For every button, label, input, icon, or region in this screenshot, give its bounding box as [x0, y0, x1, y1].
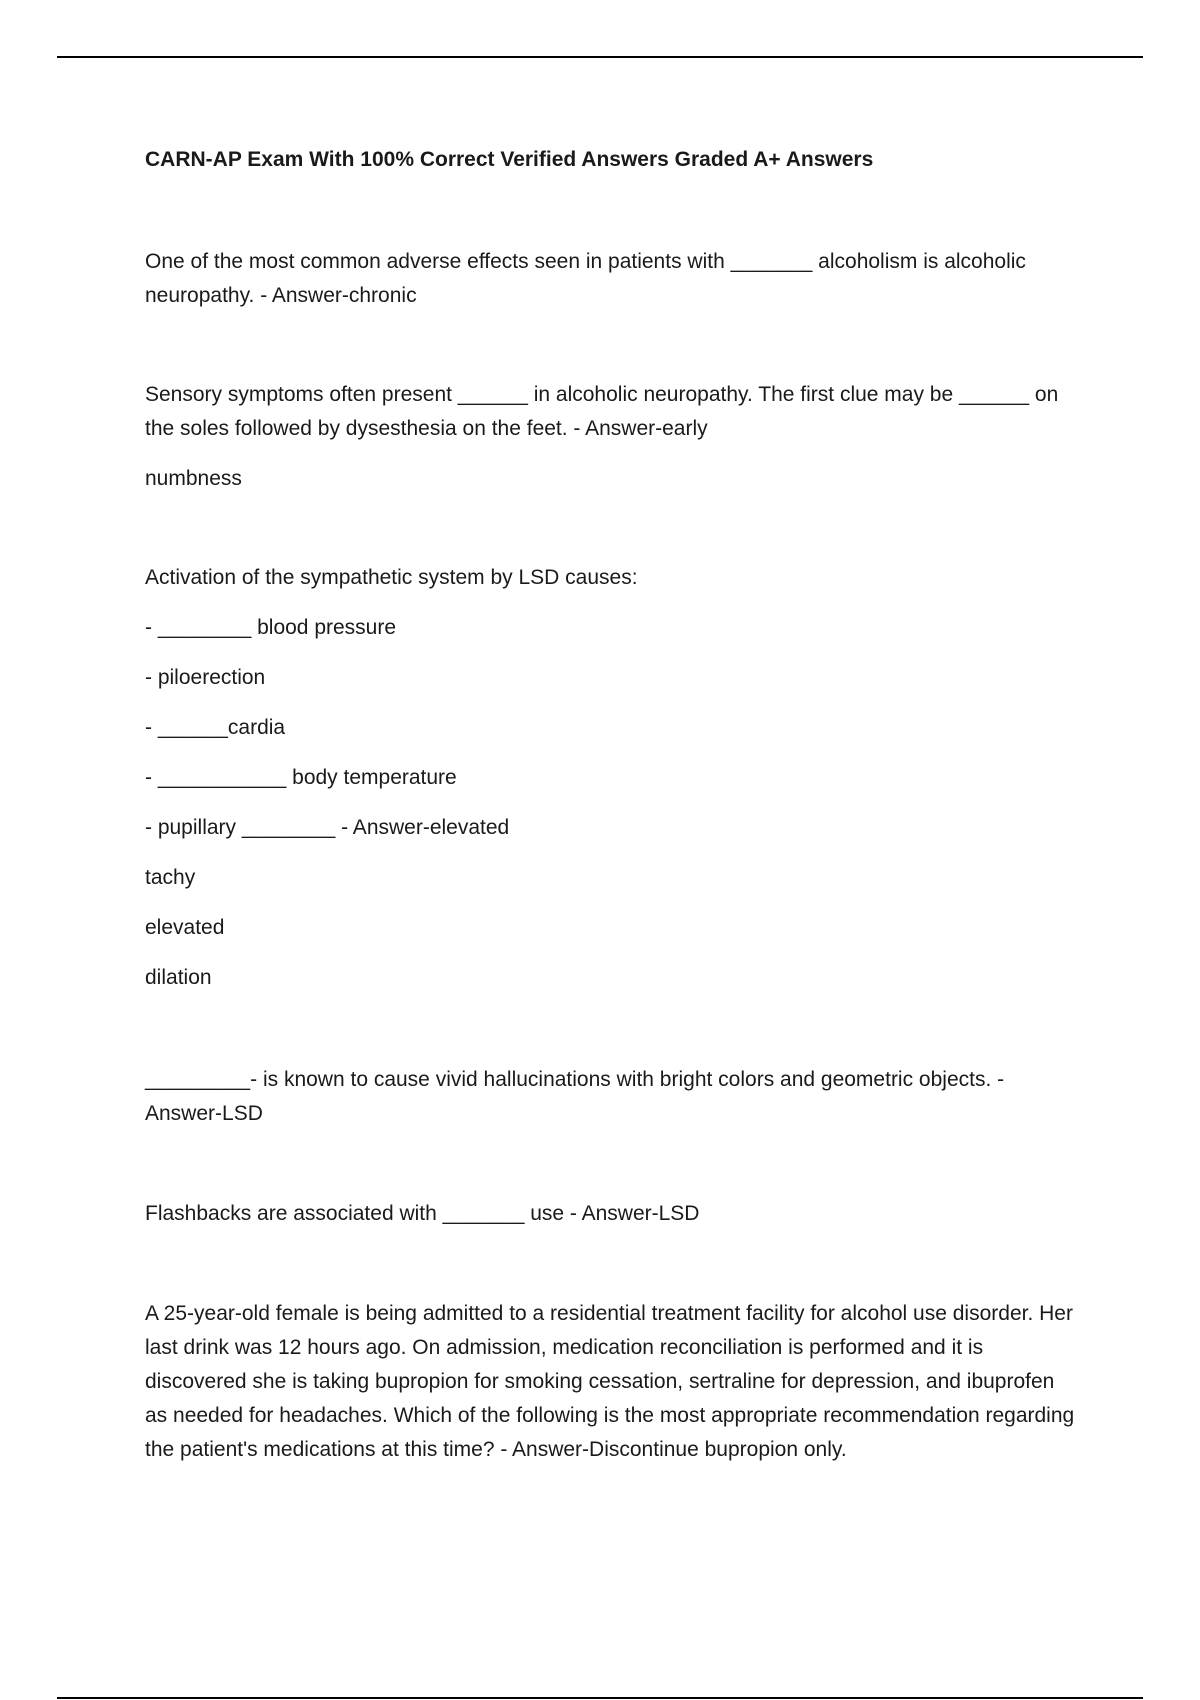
question-3-line: - pupillary ________ - Answer-elevated: [145, 816, 510, 839]
question-2-extra: numbness: [145, 467, 242, 490]
question-4: _________- is known to cause vivid hallucinations with bright colors and geometric objects. - Answer-LSD: [145, 1068, 1005, 1125]
question-2: [145, 378, 1075, 496]
question-3-line: dilation: [145, 966, 212, 989]
question-3-line: elevated: [145, 916, 225, 939]
question-2-text: Sensory symptoms often present ______ in alcoholic neuropathy. The first clue may be ______ on the soles followed by dysesthesia on the feet. - Answer-early: [145, 383, 1059, 440]
question-6: A 25-year-old female is being admitted to a residential treatment facility for alcohol use disorder. Her last drink was 12 hours ago. On admission, medication reconciliation is performed and it is discovered she is taking bupropion for smoking cessation, sertraline for depression, and ibuprofen as needed for headaches. Which of the following is the most appropriate recommendation regarding the patient's medications at this time? - Answer-Discontinue bupropion only.: [145, 1302, 1075, 1461]
question-1: One of the most common adverse effects seen in patients with _______ alcoholism is alcoholic neuropathy. - Answer-chronic: [145, 250, 1026, 307]
question-3-line: tachy: [145, 866, 196, 889]
document-title: CARN-AP Exam With 100% Correct Verified Answers Graded A+ Answers: [145, 148, 874, 171]
bottom-rule: [57, 1697, 1143, 1699]
question-3-line: - ______cardia: [145, 716, 286, 739]
top-rule: [57, 56, 1143, 58]
question-3: [145, 553, 1075, 1003]
question-5: Flashbacks are associated with _______ use - Answer-LSD: [145, 1202, 700, 1225]
question-3-line: - ________ blood pressure: [145, 616, 397, 639]
question-3-line: - piloerection: [145, 666, 266, 689]
question-3-line: - ___________ body temperature: [145, 766, 457, 789]
question-3-line: Activation of the sympathetic system by LSD causes:: [145, 566, 638, 589]
